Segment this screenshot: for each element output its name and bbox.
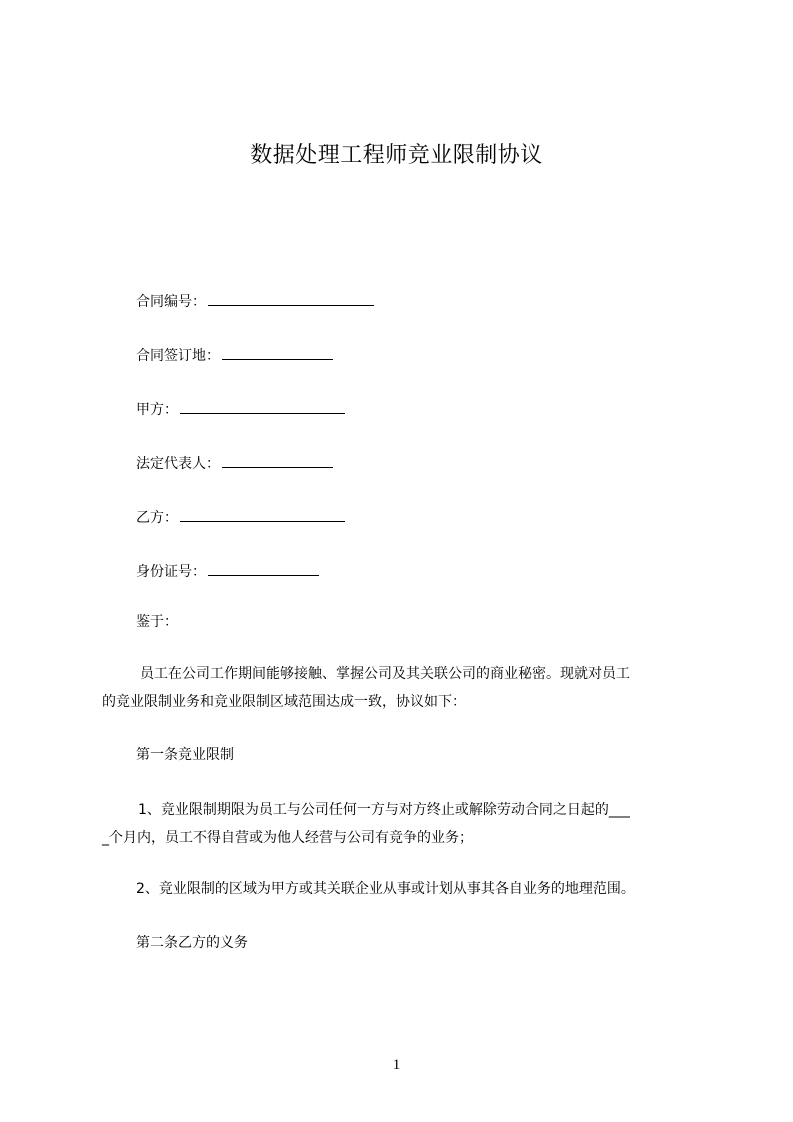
- intro-line-1: 员工在公司工作期间能够接触、掌握公司及其关联公司的商业秘密。现就对员工: [140, 666, 630, 682]
- party-b-blank: [180, 507, 345, 522]
- article-2-title: 第二条乙方的义务: [136, 935, 248, 951]
- clause-1-paragraph: [102, 796, 702, 852]
- clause-2: 2、竞业限制的区域为甲方或其关联企业从事或计划从事其各自业务的地理范围。: [136, 881, 635, 897]
- intro-line-2: 的竞业限制业务和竞业限制区域范围达成一致，协议如下：: [102, 694, 466, 710]
- signing-place-blank: [222, 345, 333, 360]
- legal-representative-blank: [222, 453, 333, 468]
- party-b-field: [136, 507, 345, 528]
- legal-representative-field: [136, 453, 333, 474]
- party-b-label: 乙方：: [136, 510, 178, 526]
- id-number-blank: [208, 561, 319, 576]
- intro-paragraph: [102, 660, 702, 716]
- whereas-heading: 鉴于：: [136, 614, 178, 630]
- article-1-title: 第一条竞业限制: [136, 747, 234, 763]
- id-number-label: 身份证号：: [136, 564, 206, 580]
- party-a-label: 甲方：: [136, 402, 178, 418]
- legal-representative-label: 法定代表人：: [136, 456, 220, 472]
- contract-number-field: [136, 291, 374, 312]
- signing-place-label: 合同签订地：: [136, 348, 220, 364]
- contract-number-blank: [208, 291, 374, 306]
- party-a-blank: [180, 399, 345, 414]
- clause-1-line-1: 1、竞业限制期限为员工与公司任何一方与对方终止或解除劳动合同之日起的___: [138, 802, 630, 818]
- page-title: 数据处理工程师竞业限制协议: [250, 143, 543, 168]
- page-number: 1: [392, 1057, 401, 1073]
- contract-number-label: 合同编号：: [136, 294, 206, 310]
- clause-1-line-2: _个月内，员工不得自营或为他人经营与公司有竞争的业务；: [102, 830, 473, 846]
- signing-place-field: [136, 345, 333, 366]
- id-number-field: [136, 561, 319, 582]
- party-a-field: [136, 399, 345, 420]
